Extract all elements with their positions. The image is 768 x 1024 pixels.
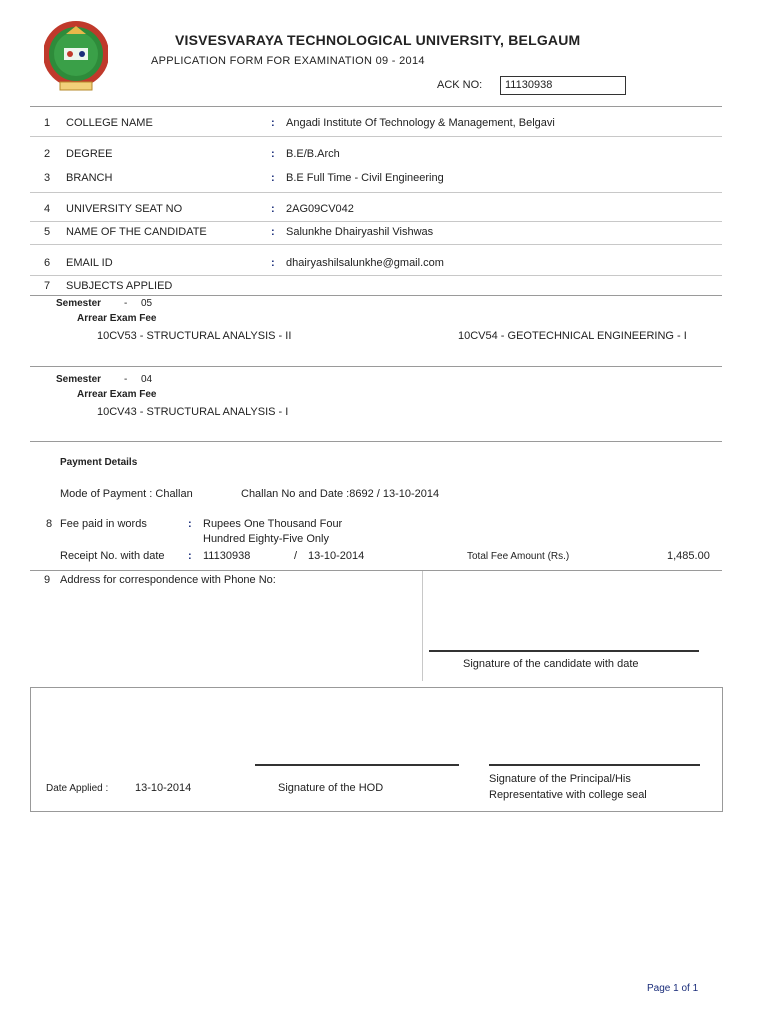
divider: [30, 570, 722, 571]
semester-label: Semester: [56, 298, 102, 309]
signature-line: [429, 650, 699, 652]
field-number: 1: [44, 117, 51, 129]
field-value: B.E Full Time - Civil Engineering: [286, 172, 444, 184]
total-fee-value: 1,485.00: [667, 550, 710, 562]
receipt-label: Receipt No. with date: [60, 550, 165, 562]
signature-line: [489, 764, 700, 766]
field-label: BRANCH: [66, 172, 113, 184]
field-number: 7: [44, 280, 51, 292]
hod-signature-label: Signature of the HOD: [278, 782, 384, 794]
field-colon: :: [271, 226, 275, 238]
signature-line: [255, 764, 459, 766]
ack-label: ACK NO:: [437, 79, 483, 91]
subject-item: 10CV54 - GEOTECHNICAL ENGINEERING - I: [458, 330, 687, 342]
field-number: 4: [44, 203, 51, 215]
divider: [30, 441, 722, 442]
receipt-number: 11130938: [203, 550, 251, 562]
field-label: COLLEGE NAME: [66, 117, 153, 129]
university-name: VISVESVARAYA TECHNOLOGICAL UNIVERSITY, BELGAUM: [175, 32, 581, 48]
fee-words-label: Fee paid in words: [60, 518, 147, 530]
field-colon: :: [271, 148, 275, 160]
divider: [30, 136, 722, 137]
field-number: 9: [44, 574, 51, 586]
field-colon: :: [271, 172, 275, 184]
date-applied-label: Date Applied :: [46, 783, 109, 794]
field-value: dhairyashilsalunkhe@gmail.com: [286, 257, 444, 269]
divider: [30, 275, 722, 276]
total-fee-label: Total Fee Amount (Rs.): [467, 551, 570, 562]
receipt-separator: /: [294, 550, 298, 562]
divider-vertical: [422, 571, 423, 681]
date-applied-value: 13-10-2014: [135, 782, 192, 794]
fee-words-line1: Rupees One Thousand Four: [203, 518, 343, 530]
fee-type: Arrear Exam Fee: [77, 313, 157, 324]
field-colon: :: [271, 203, 275, 215]
field-number: 5: [44, 226, 51, 238]
field-label: EMAIL ID: [66, 257, 113, 269]
receipt-date: 13-10-2014: [308, 550, 365, 562]
university-seal-icon: [44, 20, 108, 94]
field-colon: :: [188, 550, 192, 562]
page-indicator: Page 1 of 1: [647, 983, 699, 994]
semester-dash: -: [124, 298, 128, 309]
field-label: NAME OF THE CANDIDATE: [66, 226, 207, 238]
divider: [30, 106, 722, 107]
field-value: 2AG09CV042: [286, 203, 354, 215]
field-number: 2: [44, 148, 51, 160]
field-number: 6: [44, 257, 51, 269]
field-colon: :: [188, 518, 192, 530]
principal-signature-line1: Signature of the Principal/His: [489, 773, 631, 785]
field-number: 3: [44, 172, 51, 184]
field-number: 8: [46, 518, 53, 530]
semester-number: 04: [141, 374, 153, 385]
divider: [30, 366, 722, 367]
subject-item: 10CV43 - STRUCTURAL ANALYSIS - I: [97, 406, 289, 418]
field-value: B.E/B.Arch: [286, 148, 340, 160]
ack-number: 11130938: [505, 79, 553, 91]
semester-dash: -: [124, 374, 128, 385]
field-colon: :: [271, 117, 275, 129]
candidate-signature-label: Signature of the candidate with date: [463, 658, 639, 670]
field-value: Salunkhe Dhairyashil Vishwas: [286, 226, 434, 238]
payment-mode: Mode of Payment : Challan: [60, 488, 193, 500]
field-label: DEGREE: [66, 148, 113, 160]
payment-heading: Payment Details: [60, 457, 138, 468]
subject-item: 10CV53 - STRUCTURAL ANALYSIS - II: [97, 330, 292, 342]
fee-type: Arrear Exam Fee: [77, 389, 157, 400]
field-value: Angadi Institute Of Technology & Management, Belgavi: [286, 117, 555, 129]
principal-signature-line2: Representative with college seal: [489, 789, 647, 801]
challan-details: Challan No and Date :8692 / 13-10-2014: [241, 488, 440, 500]
field-label: UNIVERSITY SEAT NO: [66, 203, 183, 215]
divider: [30, 295, 722, 296]
divider: [30, 244, 722, 245]
address-label: Address for correspondence with Phone No:: [60, 574, 276, 586]
semester-label: Semester: [56, 374, 102, 385]
form-title: APPLICATION FORM FOR EXAMINATION 09 - 2014: [151, 55, 425, 67]
divider: [30, 221, 722, 222]
fee-words-line2: Hundred Eighty-Five Only: [203, 533, 329, 545]
semester-number: 05: [141, 298, 153, 309]
field-label: SUBJECTS APPLIED: [66, 280, 173, 292]
divider: [30, 192, 722, 193]
field-colon: :: [271, 257, 275, 269]
